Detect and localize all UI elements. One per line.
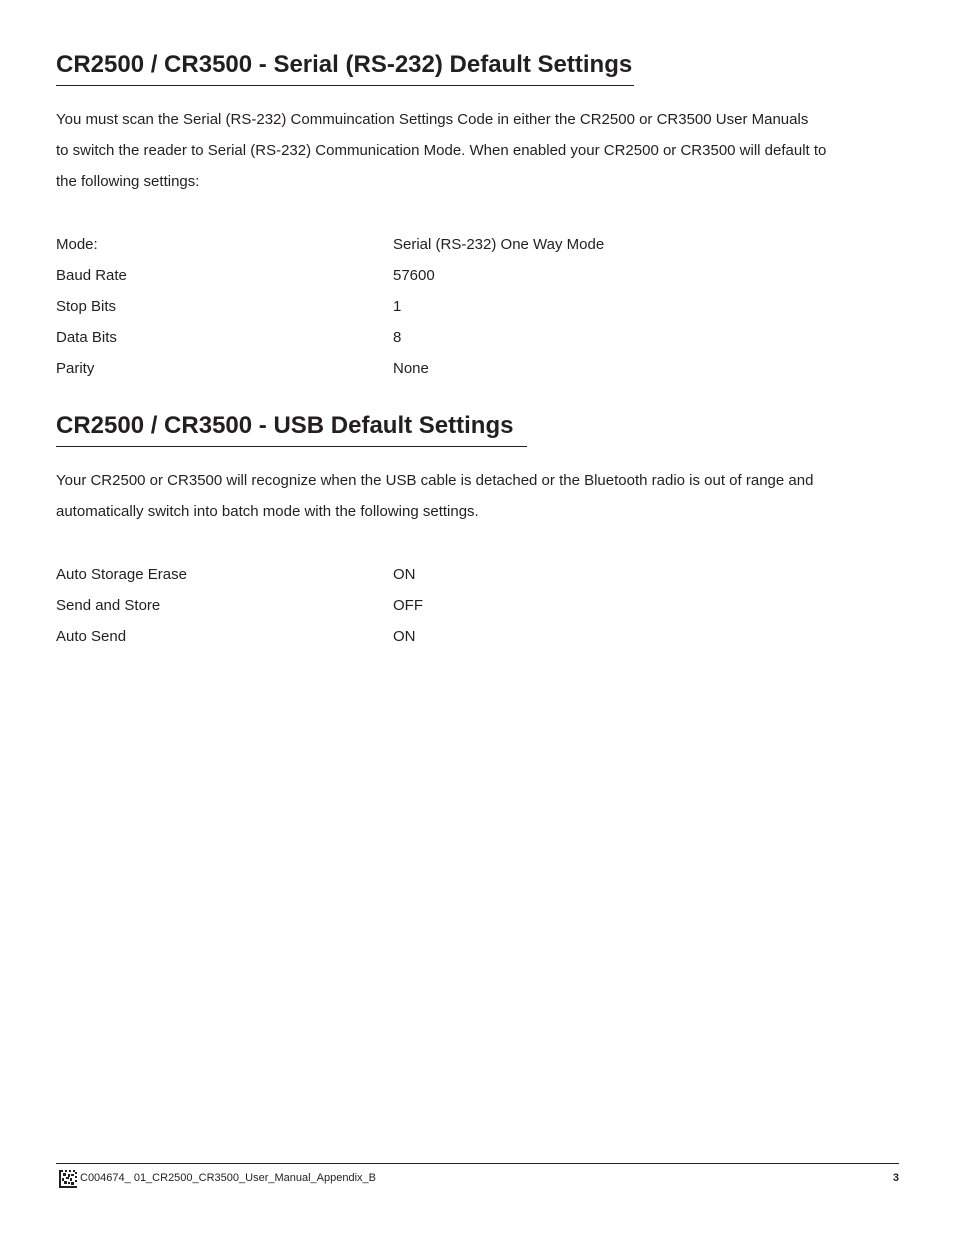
page-footer — [56, 1163, 899, 1192]
setting-row — [56, 353, 876, 384]
usb-intro-line: automatically switch into batch mode with the following settings. — [56, 503, 479, 520]
serial-intro-line: You must scan the Serial (RS-232) Commuincation Settings Code in either the CR2500 or CR3500 User Manuals — [56, 111, 809, 128]
setting-label: Baud Rate — [56, 267, 127, 284]
setting-label: Auto Storage Erase — [56, 566, 187, 583]
usb-intro — [56, 465, 876, 527]
document-id: C004674_ 01_CR2500_CR3500_User_Manual_Appendix_B — [80, 1172, 376, 1184]
setting-row — [56, 322, 876, 353]
usb-settings-list — [56, 559, 876, 652]
setting-value: 8 — [393, 329, 402, 346]
usb-heading: CR2500 / CR3500 - USB Default Settings — [56, 411, 527, 447]
setting-row — [56, 291, 876, 322]
setting-label: Send and Store — [56, 597, 161, 614]
setting-label: Auto Send — [56, 628, 127, 645]
setting-label: Data Bits — [56, 329, 117, 346]
setting-row — [56, 621, 876, 652]
setting-row — [56, 229, 876, 260]
setting-label: Stop Bits — [56, 298, 117, 315]
setting-value: ON — [393, 566, 416, 583]
footer-row — [56, 1164, 899, 1192]
serial-section — [56, 50, 876, 86]
data-matrix-icon — [59, 1170, 77, 1188]
setting-value: 1 — [393, 298, 402, 315]
usb-intro-line: Your CR2500 or CR3500 will recognize when the USB cable is detached or the Bluetooth radio is out of range and — [56, 472, 814, 489]
setting-row — [56, 590, 876, 621]
serial-settings-list — [56, 229, 876, 384]
page-number: 3 — [892, 1172, 899, 1184]
setting-value: OFF — [393, 597, 423, 614]
setting-row — [56, 260, 876, 291]
setting-row — [56, 559, 876, 590]
setting-value: 57600 — [393, 267, 435, 284]
serial-heading: CR2500 / CR3500 - Serial (RS-232) Default Settings — [56, 50, 634, 86]
setting-value: ON — [393, 628, 416, 645]
usb-section — [56, 411, 876, 447]
setting-value: Serial (RS-232) One Way Mode — [393, 236, 605, 253]
serial-intro-line: the following settings: — [56, 173, 200, 190]
serial-intro-line: to switch the reader to Serial (RS-232) Communication Mode. When enabled your CR2500 or CR3500 will default to — [56, 142, 827, 159]
setting-label: Mode: — [56, 236, 98, 253]
setting-label: Parity — [56, 360, 95, 377]
serial-intro — [56, 104, 876, 197]
setting-value: None — [393, 360, 429, 377]
